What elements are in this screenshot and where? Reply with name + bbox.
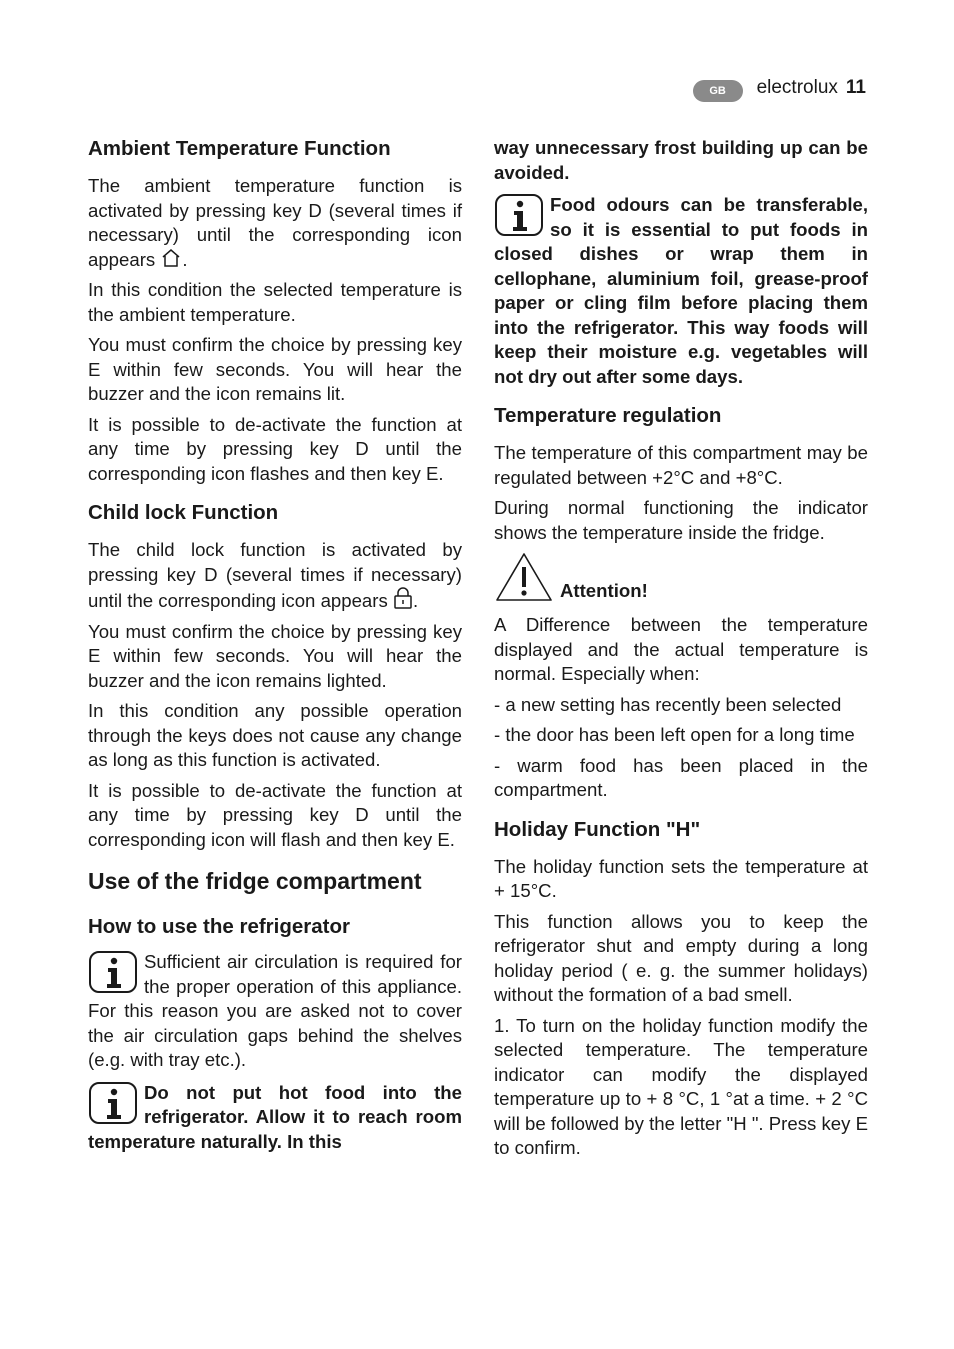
ambient-paragraph-2: In this condition the selected temperature is the ambient temperature. <box>88 279 462 325</box>
child-paragraph-1: The child lock function is activated by pressing key D (several times if necessary) until the corresponding icon appears . <box>88 539 462 611</box>
page-number: 11 <box>845 77 866 98</box>
info-note-2-continued: way unnecessary frost building up can be avoided. <box>494 137 868 183</box>
child-lock-title: Child lock Function <box>88 501 279 524</box>
info-note-3 <box>494 193 868 389</box>
child-paragraph-4: It is possible to de-activate the function at any time by pressing key D until the corresponding icon will flash and then key E. <box>88 779 462 850</box>
info-icon <box>88 1081 140 1125</box>
fridge-compartment-title: Use of the fridge compartment <box>88 868 422 894</box>
holiday-paragraph-2: This function allows you to keep the refrigerator shut and empty during a long holiday period ( e. g. the summer holidays) without the formation of a bad smell. <box>494 910 868 1005</box>
child-paragraph-3: In this condition any possible operation through the keys does not cause any change as long as this function is activated. <box>88 700 462 770</box>
language-badge: GB <box>693 80 743 102</box>
info-note-1 <box>88 950 462 1073</box>
warning-icon <box>494 551 554 603</box>
holiday-title: Holiday Function "H" <box>494 817 701 841</box>
left-column <box>88 136 462 1160</box>
child-paragraph-2: You must confirm the choice by pressing key E within few seconds. You will hear the buzzer and the icon remains lighted. <box>88 620 462 691</box>
howto-title: How to use the refrigerator <box>88 915 350 938</box>
temp-paragraph-2: During normal functioning the indicator shows the temperature inside the fridge. <box>494 497 868 543</box>
ambient-title: Ambient Temperature Function <box>88 137 391 160</box>
info-icon <box>88 950 140 994</box>
ambient-paragraph-1: The ambient temperature function is activated by pressing key D (several times if necessary) until the corresponding icon appears . <box>88 175 462 270</box>
page-header <box>693 74 866 102</box>
temperature-regulation-title: Temperature regulation <box>494 404 722 427</box>
attention-list-item-2: - the door has been left open for a long time <box>494 724 855 745</box>
attention-block <box>494 551 868 603</box>
attention-list-item-1: - a new setting has recently been selected <box>494 693 842 715</box>
holiday-paragraph-3: 1. To turn on the holiday function modify the selected temperature. The temperature indicator can modify the displayed temperature up to + 8 °C, 1 °at a time. + 2 °C will be followed by the letter "H ". Press key E to confirm. <box>494 1014 868 1158</box>
ambient-paragraph-4: It is possible to de-activate the function at any time by pressing key D until the corresponding icon flashes and then key E. <box>88 413 462 484</box>
ambient-paragraph-3: You must confirm the choice by pressing key E within few seconds. You will hear the buzzer and the icon remains lit. <box>88 334 462 404</box>
info-icon <box>494 193 546 237</box>
attention-paragraph: A Difference between the temperature displayed and the actual temperature is normal. Especially when: <box>494 614 868 684</box>
info-note-1-text: Sufficient air circulation is required for the proper operation of this appliance. For this reason you are asked not to cover the air circulation gaps behind the shelves (e.g. with tray etc.). <box>88 951 462 1070</box>
temp-paragraph-1: The temperature of this compartment may be regulated between +2°C and +8°C. <box>494 442 868 488</box>
holiday-paragraph-1: The holiday function sets the temperature at + 15°C. <box>494 855 868 901</box>
lock-icon <box>393 587 413 609</box>
info-note-3-text: Food odours can be transferable, so it is essential to put foods in closed dishes or wrap them in cellophane, aluminium foil, grease-proof paper or cling film before placing them into the refrigerator. This way foods will keep their moisture e.g. vegetables will not dry out after some days. <box>494 194 868 387</box>
attention-list-item-3: - warm food has been placed in the compartment. <box>494 754 868 800</box>
attention-label: Attention! <box>560 580 648 601</box>
brand-name: electrolux <box>756 77 838 98</box>
info-note-2 <box>88 1081 462 1155</box>
right-column <box>494 136 868 1167</box>
info-note-2-text: Do not put hot food into the refrigerator. Allow it to reach room temperature naturally. In this <box>88 1081 462 1152</box>
house-icon <box>160 248 182 268</box>
